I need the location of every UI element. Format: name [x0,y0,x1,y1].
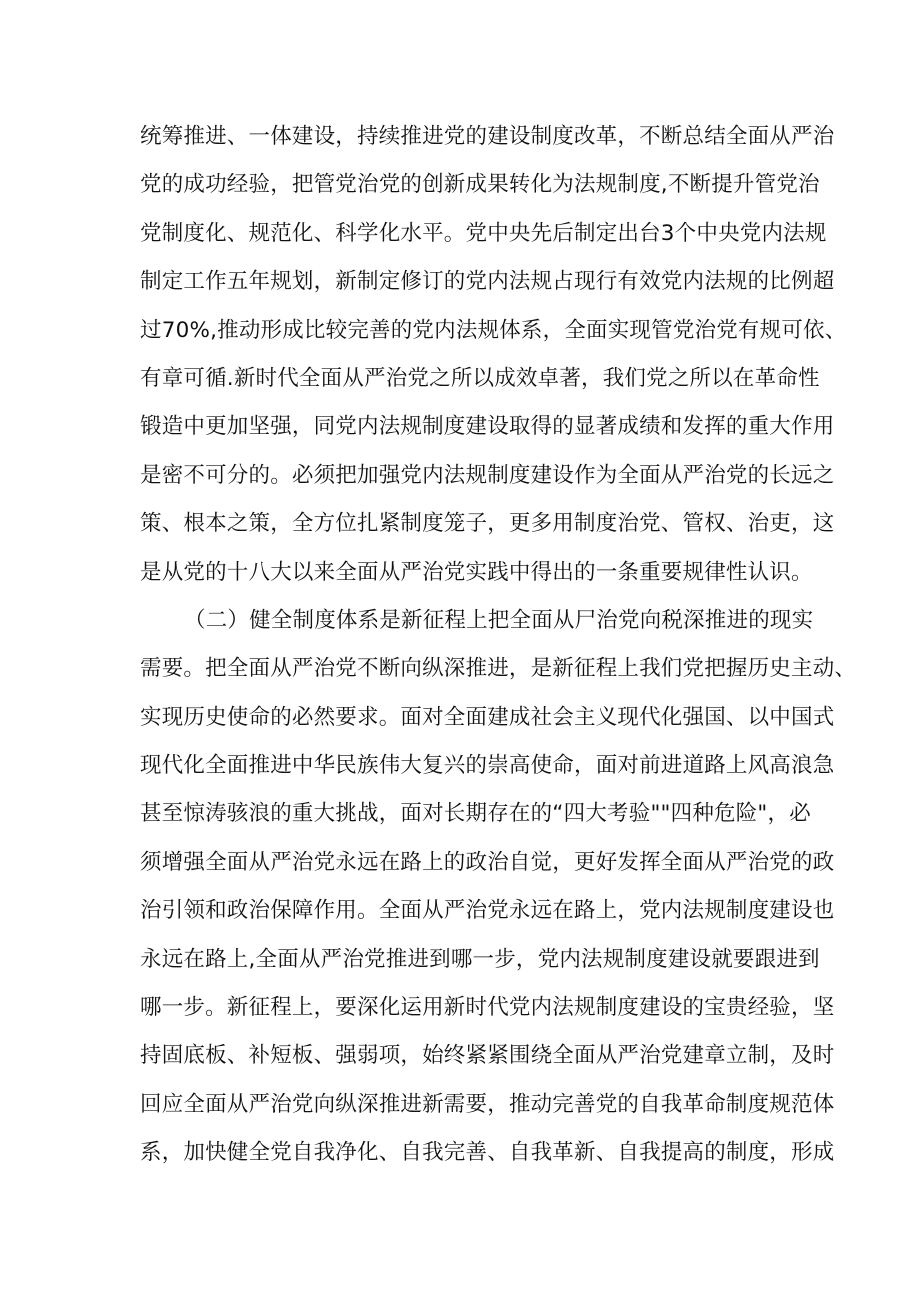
text-line: 制定工作五年规划，新制定修订的党内法规占现行有效党内法规的比例超 [140,269,835,295]
text-line: 回应全面从严治党向纵深推进新需要，推动完善党的自我革命制度规范体 [140,1091,835,1117]
text-line: 需要。把全面从严治党不断向纵深推进，是新征程上我们党把握历史主动、 [140,656,857,682]
text-line: 甚至惊涛骇浪的重大挑战，面对长期存在的“四大考验""四种危险"，必 [140,801,811,827]
text-line: 须增强全面从严治党永远在路上的政治自觉，更好发挥全面从严治党的政 [140,849,835,875]
text-line: 实现历史使命的必然要求。面对全面建成社会主义现代化强国、以中国式 [140,704,835,730]
text-line: 系，加快健全党自我净化、自我完善、自我革新、自我提高的制度，形成 [140,1140,835,1166]
text-line: 过70%,推动形成比较完善的党内法规体系，全面实现管党治党有规可依、 [140,317,847,343]
text-line: 现代化全面推进中华民族伟大复兴的崇高使命，面对前进道路上风高浪急 [140,753,835,779]
text-line: 是从党的十八大以来全面从严治党实践中得出的一条重要规律性认识。 [140,559,813,585]
text-line: 党制度化、规范化、科学化水平。党中央先后制定出台3个中央党内法规 [140,220,827,246]
text-line: 党的成功经验，把管党治党的创新成果转化为法规制度,不断提升管党治 [140,172,820,198]
text-line: 持固底板、补短板、强弱项，始终紧紧围绕全面从严治党建章立制，及时 [140,1043,835,1069]
text-line: 策、根本之策，全方位扎紧制度笼子，更多用制度治党、管权、治吏，这 [140,511,835,537]
text-line: 统筹推进、一体建设，持续推进党的建设制度改革，不断总结全面从严治 [140,124,835,149]
section-heading-line: （二）健全制度体系是新征程上把全面从尸治党向税深推进的现实 [184,607,814,633]
body-text [140,113,857,1178]
text-line: 锻造中更加坚强，同党内法规制度建设取得的显著成绩和发挥的重大作用 [140,414,835,440]
text-line: 治引领和政治保障作用。全面从严治党永远在路上，党内法规制度建设也 [140,898,835,924]
text-line: 有章可循.新时代全面从严治党之所以成效卓著，我们党之所以在革命性 [140,365,820,391]
text-line: 是密不可分的。必须把加强党内法规制度建设作为全面从严治党的长远之 [140,462,835,488]
text-line: 永远在路上,全面从严治党推进到哪一步，党内法规制度建设就要跟进到 [140,946,820,972]
text-line: 哪一步。新征程上，要深化运用新时代党内法规制度建设的宝贵经验，坚 [140,995,835,1021]
